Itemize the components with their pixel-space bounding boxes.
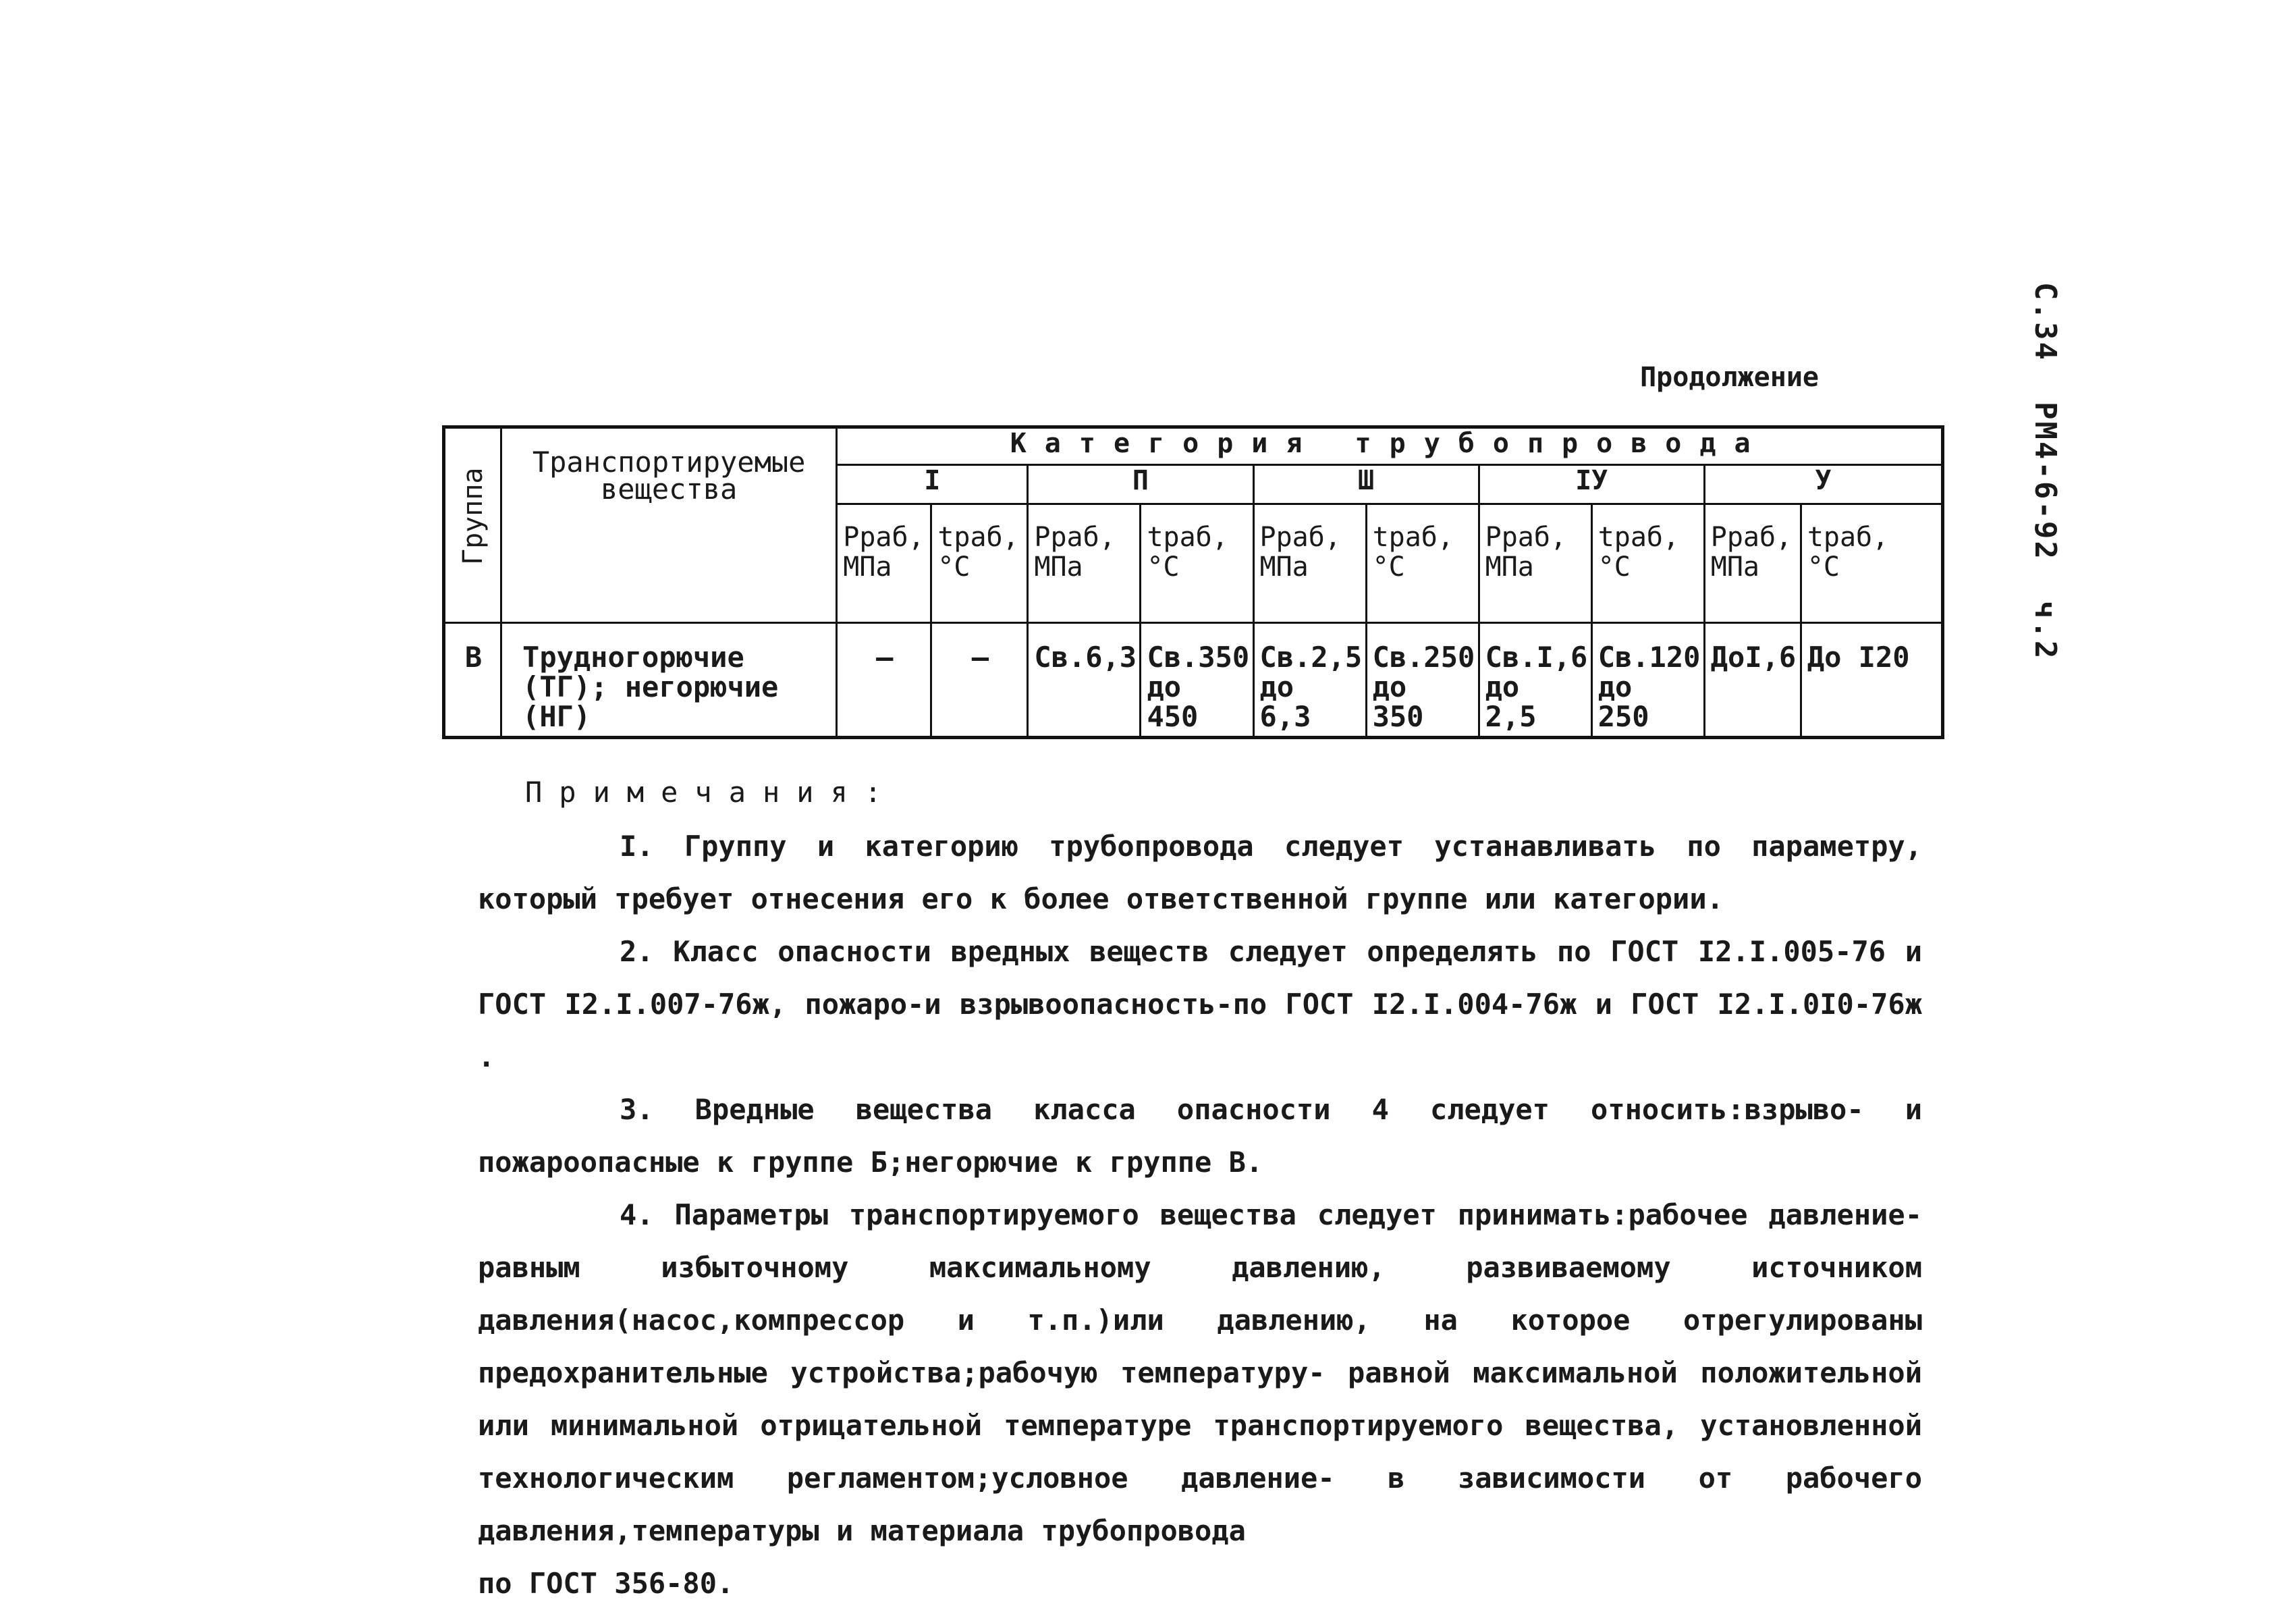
category-4: IУ: [1479, 465, 1704, 504]
continuation-label: Продолжение: [1640, 362, 1819, 393]
value-cell: Св.I,6 до 2,5: [1479, 623, 1591, 738]
temperature-header: tраб, °С: [1366, 504, 1479, 623]
temperature-header: tраб, °С: [931, 504, 1028, 623]
value-cell: Св.350 до 450: [1141, 623, 1253, 738]
group-header: Группа: [457, 467, 489, 565]
note-item: 3. Вредные вещества класса опасности 4 следует относить:взрыво- и пожароопасные к группе Б;негорючие к группе В.: [478, 1093, 1922, 1179]
pressure-header: Pраб, МПа: [837, 504, 931, 623]
value-cell: Св.6,3: [1028, 623, 1141, 738]
temperature-header: tраб, °С: [1141, 504, 1253, 623]
notes-heading: Примечания:: [525, 776, 899, 809]
note-item: 2. Класс опасности вредных веществ следует определять по ГОСТ I2.I.005-76 и ГОСТ I2.I.007-76ж, пожаро-и взрывоопасность-по ГОСТ I2.I.004-76ж и ГОСТ I2.I.0I0-76ж .: [478, 935, 1922, 1073]
temperature-header: tраб, °С: [1591, 504, 1704, 623]
category-2: П: [1028, 465, 1253, 504]
value-cell: —: [837, 623, 931, 738]
substance-cell: Трудногорючие (ТГ); негорючие (НГ): [501, 623, 837, 738]
pressure-header: Pраб, МПа: [1253, 504, 1366, 623]
pressure-header: Pраб, МПа: [1479, 504, 1591, 623]
note-item: I. Группу и категорию трубопровода следует устанавливать по параметру, который требует отнесения его к более ответственной группе или категории.: [478, 830, 1922, 915]
value-cell: ДоI,6: [1704, 623, 1801, 738]
pipeline-category-table: [442, 425, 1944, 739]
substances-header: Транспортируемые вещества: [501, 427, 837, 623]
category-header: Категория трубопровода: [837, 427, 1943, 465]
value-cell: Св.250 до 350: [1366, 623, 1479, 738]
group-header-cell: [444, 427, 501, 623]
page-header-text: С.34 РМ4-6-92 ч.2: [2028, 282, 2062, 661]
value-cell: Св.120 до 250: [1591, 623, 1704, 738]
value-cell: Св.2,5 до 6,3: [1253, 623, 1366, 738]
pressure-header: Pраб, МПа: [1028, 504, 1141, 623]
note-tail: по ГОСТ 356-80.: [478, 1567, 734, 1600]
table-row: [444, 623, 1943, 738]
temperature-header: tраб, °С: [1801, 504, 1942, 623]
page-header: [2015, 282, 2075, 660]
category-1: I: [837, 465, 1028, 504]
group-cell: В: [444, 623, 501, 738]
notes-section: [478, 766, 1922, 1610]
pressure-header: Pраб, МПа: [1704, 504, 1801, 623]
value-cell: —: [931, 623, 1028, 738]
note-item: 4. Параметры транспортируемого вещества следует принимать:рабочее давление- равным избыточному максимальному давлению, развиваемому источником давления(насос,компрессор и т.п.)или давлению, на которое отрегулированы предохранительные устройства;рабочую температуру- равной максимальной положительной или минимальной отрицательной температуре транспортируемого вещества, установленной технологическим регламентом;условное давление- в зависимости от рабочего давления,температуры и материала трубопровода: [478, 1198, 1922, 1547]
category-5: У: [1704, 465, 1942, 504]
value-cell: До I20: [1801, 623, 1942, 738]
category-3: Ш: [1253, 465, 1479, 504]
